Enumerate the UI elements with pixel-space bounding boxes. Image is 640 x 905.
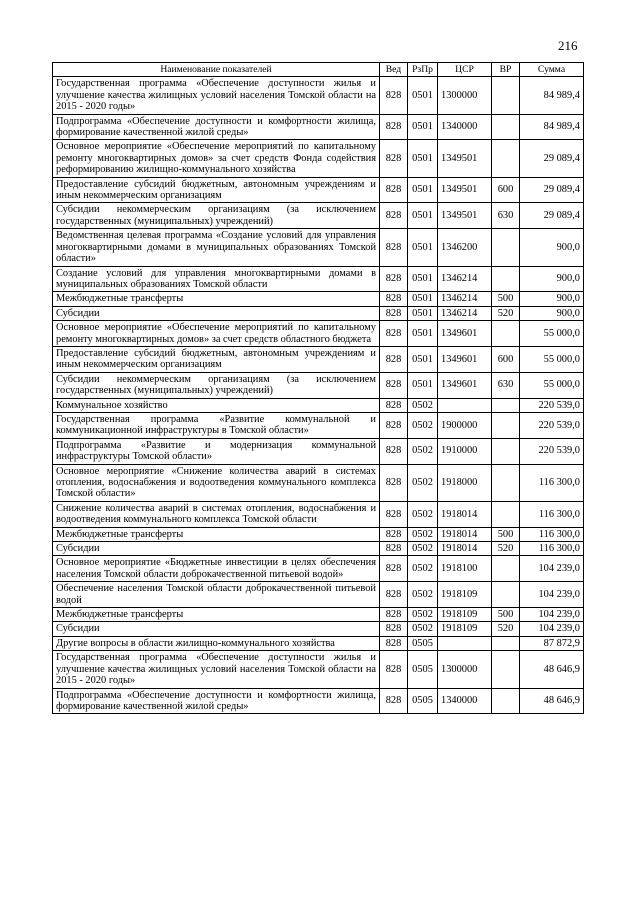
cell-ved: 828	[380, 527, 408, 541]
cell-sum: 104 239,0	[520, 556, 584, 582]
cell-sum: 48 646,9	[520, 651, 584, 688]
cell-rzpr: 0502	[408, 608, 438, 622]
cell-name: Основное мероприятие «Снижение количества аварий в системах отопления, водоснабжения и водоотведения коммунального комплекса Томской области»	[53, 464, 380, 501]
cell-ved: 828	[380, 372, 408, 398]
cell-name: Снижение количества аварий в системах отопления, водоснабжения и водоотведения коммунального комплекса Томской области	[53, 501, 380, 527]
cell-csr: 1346214	[438, 306, 492, 320]
cell-name: Предоставление субсидий бюджетным, автономным учреждениям и иным некоммерческим организациям	[53, 177, 380, 203]
cell-sum: 29 089,4	[520, 203, 584, 229]
cell-name: Субсидии	[53, 622, 380, 636]
cell-csr: 1300000	[438, 651, 492, 688]
cell-vr	[492, 438, 520, 464]
cell-ved: 828	[380, 321, 408, 347]
budget-table	[52, 62, 584, 714]
cell-vr	[492, 266, 520, 292]
cell-sum: 104 239,0	[520, 622, 584, 636]
table-body	[53, 77, 584, 714]
cell-rzpr: 0502	[408, 527, 438, 541]
cell-ved: 828	[380, 177, 408, 203]
cell-csr: 1918014	[438, 501, 492, 527]
cell-csr: 1346200	[438, 229, 492, 266]
cell-sum: 116 300,0	[520, 501, 584, 527]
cell-vr: 520	[492, 542, 520, 556]
cell-sum: 104 239,0	[520, 608, 584, 622]
table-row	[53, 266, 584, 292]
cell-rzpr: 0501	[408, 372, 438, 398]
cell-ved: 828	[380, 556, 408, 582]
table-row	[53, 229, 584, 266]
cell-rzpr: 0501	[408, 266, 438, 292]
cell-sum: 48 646,9	[520, 688, 584, 714]
cell-ved: 828	[380, 501, 408, 527]
cell-vr	[492, 114, 520, 140]
table-row	[53, 688, 584, 714]
cell-ved: 828	[380, 464, 408, 501]
cell-vr: 520	[492, 622, 520, 636]
cell-vr: 600	[492, 346, 520, 372]
cell-ved: 828	[380, 398, 408, 412]
cell-ved: 828	[380, 636, 408, 650]
table-row	[53, 203, 584, 229]
cell-ved: 828	[380, 438, 408, 464]
cell-csr: 1340000	[438, 688, 492, 714]
cell-name: Межбюджетные трансферты	[53, 608, 380, 622]
cell-ved: 828	[380, 582, 408, 608]
cell-ved: 828	[380, 651, 408, 688]
cell-vr	[492, 229, 520, 266]
table-row	[53, 636, 584, 650]
cell-sum: 84 989,4	[520, 77, 584, 114]
table-row	[53, 398, 584, 412]
cell-vr	[492, 636, 520, 650]
table-row	[53, 542, 584, 556]
cell-ved: 828	[380, 412, 408, 438]
column-header-sum: Сумма	[520, 63, 584, 77]
cell-rzpr: 0502	[408, 582, 438, 608]
cell-rzpr: 0505	[408, 688, 438, 714]
cell-csr: 1346214	[438, 266, 492, 292]
table-row	[53, 556, 584, 582]
cell-ved: 828	[380, 229, 408, 266]
cell-csr: 1918000	[438, 464, 492, 501]
table-row	[53, 527, 584, 541]
page-number: 216	[558, 38, 578, 53]
cell-name: Подпрограмма «Обеспечение доступности и комфортности жилища, формирование качественной жилой среды»	[53, 114, 380, 140]
cell-ved: 828	[380, 608, 408, 622]
cell-csr: 1918109	[438, 622, 492, 636]
table-row	[53, 140, 584, 177]
cell-ved: 828	[380, 542, 408, 556]
table-row	[53, 464, 584, 501]
cell-sum: 220 539,0	[520, 412, 584, 438]
cell-sum: 87 872,9	[520, 636, 584, 650]
cell-rzpr: 0501	[408, 306, 438, 320]
table-row	[53, 372, 584, 398]
cell-name: Субсидии некоммерческим организациям (за исключением государственных (муниципальных) учреждений)	[53, 203, 380, 229]
cell-name: Субсидии	[53, 306, 380, 320]
table-row	[53, 582, 584, 608]
table-row	[53, 412, 584, 438]
cell-csr	[438, 398, 492, 412]
cell-vr	[492, 501, 520, 527]
cell-sum: 220 539,0	[520, 398, 584, 412]
table-row	[53, 114, 584, 140]
cell-ved: 828	[380, 306, 408, 320]
cell-rzpr: 0501	[408, 140, 438, 177]
cell-vr	[492, 582, 520, 608]
table-header-row	[53, 63, 584, 77]
column-header-vr: ВР	[492, 63, 520, 77]
cell-csr: 1910000	[438, 438, 492, 464]
cell-sum: 220 539,0	[520, 438, 584, 464]
cell-name: Государственная программа «Обеспечение доступности жилья и улучшение качества жилищных условий населения Томской области на 2015 - 2020 годы»	[53, 77, 380, 114]
cell-csr: 1349601	[438, 346, 492, 372]
cell-sum: 55 000,0	[520, 372, 584, 398]
cell-name: Создание условий для управления многоквартирными домами в муниципальных образованиях Томской области	[53, 266, 380, 292]
cell-name: Основное мероприятие «Обеспечение мероприятий по капитальному ремонту многоквартирных домов» за счет средств Фонда содействия реформированию жилищно-коммунального хозяйства	[53, 140, 380, 177]
table-row	[53, 321, 584, 347]
cell-rzpr: 0505	[408, 651, 438, 688]
cell-sum: 29 089,4	[520, 177, 584, 203]
cell-name: Основное мероприятие «Обеспечение мероприятий по капитальному ремонту многоквартирных домов» за счет средств областного бюджета	[53, 321, 380, 347]
cell-vr	[492, 140, 520, 177]
column-header-rzpr: РзПр	[408, 63, 438, 77]
table-row	[53, 651, 584, 688]
cell-csr: 1349601	[438, 372, 492, 398]
cell-sum: 900,0	[520, 306, 584, 320]
cell-rzpr: 0502	[408, 398, 438, 412]
cell-name: Межбюджетные трансферты	[53, 527, 380, 541]
cell-csr	[438, 636, 492, 650]
cell-rzpr: 0502	[408, 464, 438, 501]
cell-csr: 1918109	[438, 608, 492, 622]
cell-name: Другие вопросы в области жилищно-коммунального хозяйства	[53, 636, 380, 650]
cell-rzpr: 0502	[408, 501, 438, 527]
table-row	[53, 306, 584, 320]
cell-csr: 1918109	[438, 582, 492, 608]
table-row	[53, 608, 584, 622]
cell-sum: 900,0	[520, 266, 584, 292]
cell-name: Коммунальное хозяйство	[53, 398, 380, 412]
cell-ved: 828	[380, 346, 408, 372]
cell-rzpr: 0502	[408, 412, 438, 438]
cell-csr: 1349601	[438, 321, 492, 347]
cell-vr: 600	[492, 177, 520, 203]
cell-vr	[492, 321, 520, 347]
column-header-name: Наименование показателей	[53, 63, 380, 77]
cell-vr: 630	[492, 372, 520, 398]
cell-rzpr: 0501	[408, 292, 438, 306]
cell-name: Предоставление субсидий бюджетным, автономным учреждениям и иным некоммерческим организациям	[53, 346, 380, 372]
cell-csr: 1918014	[438, 527, 492, 541]
cell-name: Основное мероприятие «Бюджетные инвестиции в целях обеспечения населения Томской области доброкачественной питьевой водой»	[53, 556, 380, 582]
cell-rzpr: 0502	[408, 556, 438, 582]
cell-rzpr: 0501	[408, 346, 438, 372]
cell-vr: 500	[492, 608, 520, 622]
cell-name: Подпрограмма «Развитие и модернизация коммунальной инфраструктуры Томской области»	[53, 438, 380, 464]
cell-name: Государственная программа «Обеспечение доступности жилья и улучшение качества жилищных условий населения Томской области на 2015 - 2020 годы»	[53, 651, 380, 688]
cell-rzpr: 0505	[408, 636, 438, 650]
cell-ved: 828	[380, 77, 408, 114]
cell-vr: 500	[492, 292, 520, 306]
cell-ved: 828	[380, 140, 408, 177]
cell-vr: 500	[492, 527, 520, 541]
cell-sum: 84 989,4	[520, 114, 584, 140]
cell-rzpr: 0501	[408, 203, 438, 229]
cell-rzpr: 0501	[408, 229, 438, 266]
table-row	[53, 77, 584, 114]
table-row	[53, 501, 584, 527]
cell-sum: 29 089,4	[520, 140, 584, 177]
cell-csr: 1300000	[438, 77, 492, 114]
cell-sum: 104 239,0	[520, 582, 584, 608]
cell-sum: 55 000,0	[520, 346, 584, 372]
cell-csr: 1349501	[438, 140, 492, 177]
table-row	[53, 438, 584, 464]
cell-vr	[492, 651, 520, 688]
cell-sum: 116 300,0	[520, 464, 584, 501]
cell-sum: 116 300,0	[520, 542, 584, 556]
column-header-ved: Вед	[380, 63, 408, 77]
cell-sum: 55 000,0	[520, 321, 584, 347]
table-row	[53, 177, 584, 203]
cell-rzpr: 0501	[408, 177, 438, 203]
cell-ved: 828	[380, 688, 408, 714]
cell-name: Межбюджетные трансферты	[53, 292, 380, 306]
cell-vr: 520	[492, 306, 520, 320]
table-row	[53, 622, 584, 636]
cell-name: Подпрограмма «Обеспечение доступности и комфортности жилища, формирование качественной жилой среды»	[53, 688, 380, 714]
cell-vr	[492, 412, 520, 438]
cell-name: Субсидии некоммерческим организациям (за исключением государственных (муниципальных) учреждений)	[53, 372, 380, 398]
cell-csr: 1346214	[438, 292, 492, 306]
cell-rzpr: 0501	[408, 77, 438, 114]
cell-csr: 1900000	[438, 412, 492, 438]
cell-sum: 900,0	[520, 292, 584, 306]
cell-rzpr: 0502	[408, 438, 438, 464]
cell-ved: 828	[380, 203, 408, 229]
table-row	[53, 292, 584, 306]
table-row	[53, 346, 584, 372]
column-header-csr: ЦСР	[438, 63, 492, 77]
cell-ved: 828	[380, 622, 408, 636]
cell-vr	[492, 688, 520, 714]
cell-csr: 1349501	[438, 203, 492, 229]
cell-rzpr: 0501	[408, 321, 438, 347]
cell-rzpr: 0501	[408, 114, 438, 140]
cell-vr	[492, 77, 520, 114]
cell-name: Обеспечение населения Томской области доброкачественной питьевой водой	[53, 582, 380, 608]
cell-ved: 828	[380, 292, 408, 306]
cell-vr	[492, 556, 520, 582]
cell-vr: 630	[492, 203, 520, 229]
cell-name: Ведомственная целевая программа «Создание условий для управления многоквартирными домами в муниципальных образованиях Томской области»	[53, 229, 380, 266]
cell-csr: 1918100	[438, 556, 492, 582]
cell-rzpr: 0502	[408, 622, 438, 636]
cell-rzpr: 0502	[408, 542, 438, 556]
cell-sum: 900,0	[520, 229, 584, 266]
cell-ved: 828	[380, 114, 408, 140]
cell-vr	[492, 464, 520, 501]
cell-name: Субсидии	[53, 542, 380, 556]
cell-ved: 828	[380, 266, 408, 292]
cell-sum: 116 300,0	[520, 527, 584, 541]
cell-csr: 1918014	[438, 542, 492, 556]
cell-name: Государственная программа «Развитие коммунальной и коммуникационной инфраструктуры в Томской области»	[53, 412, 380, 438]
cell-csr: 1349501	[438, 177, 492, 203]
cell-csr: 1340000	[438, 114, 492, 140]
cell-vr	[492, 398, 520, 412]
